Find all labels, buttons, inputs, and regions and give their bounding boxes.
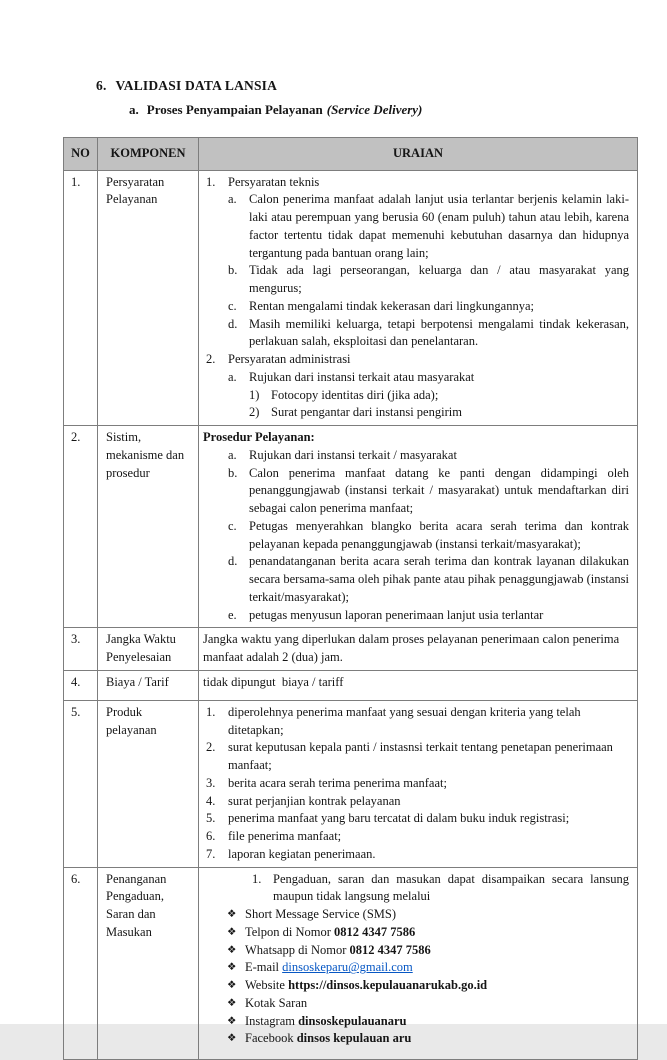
- list-marker: 5.: [206, 811, 216, 826]
- uraian-cell: [199, 867, 638, 1059]
- uraian-text: Jangka waktu yang diperlukan dalam proses pelayanan penerimaan calon penerima manfaat adalah 2 (dua) jam.: [203, 632, 620, 665]
- list-item: [203, 871, 629, 907]
- list-marker: d.: [228, 554, 238, 569]
- col-header-komponen: KOMPONEN: [98, 137, 199, 170]
- list-marker: 6.: [206, 829, 216, 844]
- uraian-cell: [199, 628, 638, 671]
- list-item-text: surat perjanjian kontrak pelayanan: [228, 793, 401, 808]
- list-item-text: Fotocopy identitas diri (jika ada);: [271, 387, 439, 402]
- list-item: [203, 828, 629, 846]
- facebook-handle: dinsos kepulauan aru: [296, 1031, 412, 1046]
- list-item: [203, 995, 629, 1013]
- section-number: 6.: [96, 78, 107, 93]
- list-item: [203, 465, 629, 518]
- list-item: [203, 298, 629, 316]
- list-item: [203, 447, 629, 465]
- list-marker: 1.: [252, 871, 262, 886]
- list-item-text: Surat pengantar dari instansi pengirim: [271, 405, 462, 420]
- list-item: [203, 704, 629, 740]
- list-item-text: Petugas menyerahkan blangko berita acara serah terima dan kontrak pelayanan kepada penanggungjawab (instansi terkait/masyarakat);: [249, 518, 629, 551]
- uraian-heading: Prosedur Pelayanan:: [203, 430, 315, 445]
- list-marker: 7.: [206, 846, 216, 861]
- list-item-text: diperolehnya penerima manfaat yang sesuai dengan kriteria yang telah ditetapkan;: [228, 704, 581, 737]
- list-item-text: Calon penerima manfaat datang ke panti dengan didampingi oleh penanggungjawab (instansi terkait / masyarakat) untuk mendaftarkan diri sebagai calon penerima manfaat;: [249, 465, 629, 516]
- diamond-bullet-icon: ❖: [227, 908, 237, 921]
- row-number: 2.: [64, 426, 98, 628]
- row-number: 4.: [64, 670, 98, 700]
- list-item: [203, 351, 629, 369]
- list-marker: a.: [228, 192, 237, 207]
- list-item-text: Rentan mengalami tindak kekerasan dari lingkungannya;: [249, 298, 534, 313]
- list-item: [203, 262, 629, 298]
- list-item-text: penandatanganan berita acara serah terima dan kontrak layanan dilakukan secara bersama-sama oleh pihak pante atau pihak penaggungjawab (instansi terkait/masyarakat);: [249, 554, 629, 604]
- diamond-bullet-icon: ❖: [227, 943, 237, 956]
- row-number: 5.: [64, 700, 98, 867]
- diamond-bullet-icon: ❖: [227, 1032, 237, 1045]
- list-marker: a.: [228, 447, 237, 462]
- list-marker: b.: [228, 465, 238, 480]
- diamond-bullet-icon: ❖: [227, 961, 237, 974]
- komponen-cell: Produk pelayanan: [98, 700, 199, 867]
- list-item-text: Rujukan dari instansi terkait atau masyarakat: [249, 369, 475, 384]
- table-row: [64, 700, 638, 867]
- list-item-text: petugas menyusun laporan penerimaan lanjut usia terlantar: [249, 607, 544, 622]
- list-item-text: Persyaratan administrasi: [228, 352, 351, 367]
- list-item: [203, 404, 629, 422]
- list-marker: e.: [228, 607, 237, 622]
- list-item-text: laporan kegiatan penerimaan.: [228, 846, 376, 861]
- email-link[interactable]: dinsoskeparu@gmail.com: [282, 960, 413, 975]
- komponen-cell: Penanganan Pengaduan, Saran dan Masukan: [98, 867, 199, 1059]
- list-item: [203, 739, 629, 775]
- list-item: [203, 1013, 629, 1031]
- list-item-text: Calon penerima manfaat adalah lanjut usia terlantar berjenis kelamin laki-laki atau perempuan yang berusia 60 (enam puluh) tahun atau lebih, karena factor tertentu tidak dapat memenuhi kebutuhan dasarnya dan hidupnya tergantung pada bantuan orang lain;: [249, 192, 629, 260]
- table-header-row: [64, 137, 638, 170]
- list-item-text: Pengaduan, saran dan masukan dapat disampaikan secara lansung maupun tidak langsung melalui: [273, 871, 629, 904]
- list-item: [203, 810, 629, 828]
- uraian-cell: [199, 170, 638, 426]
- subsection-heading: [129, 101, 667, 119]
- row-number: 1.: [64, 170, 98, 426]
- service-standard-table: [63, 137, 638, 1060]
- contact-channel-suggestion-box: Kotak Saran: [245, 995, 308, 1010]
- list-marker: c.: [228, 518, 237, 533]
- contact-channel-phone-label: Telpon di Nomor: [245, 924, 335, 939]
- list-item-text: berita acara serah terima penerima manfaat;: [228, 775, 447, 790]
- table-row: [64, 670, 638, 700]
- diamond-bullet-icon: ❖: [227, 925, 237, 938]
- table-row: [64, 867, 638, 1059]
- contact-channel-facebook-label: Facebook: [245, 1031, 297, 1046]
- list-item-text: Masih memiliki keluarga, tetapi berpotensi mengalami tindak kekerasan, perlakuan salah, eksploitasi dan penelantaran.: [249, 316, 629, 349]
- list-marker: 1): [249, 387, 260, 402]
- instagram-handle: dinsoskepulauanaru: [298, 1013, 407, 1028]
- subsection-title-italic: (Service Delivery): [326, 102, 423, 118]
- list-item: [203, 518, 629, 554]
- list-item: [203, 316, 629, 352]
- row-number: 3.: [64, 628, 98, 671]
- list-item-text: file penerima manfaat;: [228, 829, 342, 844]
- komponen-cell: Biaya / Tarif: [98, 670, 199, 700]
- list-marker: 2.: [206, 352, 216, 367]
- list-item-text: surat keputusan kepala panti / instasnsi terkait tentang penetapan penerimaan manfaat;: [228, 740, 613, 773]
- phone-number: 0812 4347 7586: [334, 924, 416, 939]
- section-title: VALIDASI DATA LANSIA: [115, 78, 278, 93]
- list-item: [203, 924, 629, 942]
- uraian-cell: [199, 670, 638, 700]
- list-item: [203, 369, 629, 387]
- list-marker: 2.: [206, 740, 216, 755]
- list-item: [203, 1030, 629, 1048]
- list-marker: 4.: [206, 793, 216, 808]
- contact-channel-sms: Short Message Service (SMS): [245, 907, 397, 922]
- subsection-letter: a.: [129, 102, 139, 118]
- col-header-uraian: URAIAN: [199, 137, 638, 170]
- list-item-text: penerima manfaat yang baru tercatat di dalam buku induk registrasi;: [228, 811, 570, 826]
- list-item: [203, 959, 629, 977]
- whatsapp-number: 0812 4347 7586: [349, 942, 431, 957]
- diamond-bullet-icon: ❖: [227, 996, 237, 1009]
- table-row: [64, 426, 638, 628]
- list-item-text: Rujukan dari instansi terkait / masyarakat: [249, 447, 457, 462]
- komponen-cell: Persyaratan Pelayanan: [98, 170, 199, 426]
- list-item: [203, 846, 629, 864]
- uraian-cell: [199, 426, 638, 628]
- list-item: [203, 942, 629, 960]
- list-marker: 1.: [206, 704, 216, 719]
- contact-channel-whatsapp-label: Whatsapp di Nomor: [245, 942, 350, 957]
- table-row: [64, 628, 638, 671]
- diamond-bullet-icon: ❖: [227, 1014, 237, 1027]
- section-heading: [96, 76, 667, 95]
- list-item: [203, 174, 629, 192]
- contact-channel-instagram-label: Instagram: [245, 1013, 299, 1028]
- row-number: 6.: [64, 867, 98, 1059]
- list-marker: 3.: [206, 775, 216, 790]
- website-url: https://dinsos.kepulauanarukab.go.id: [288, 978, 488, 993]
- list-item: [203, 553, 629, 606]
- list-item: [203, 906, 629, 924]
- list-item: [203, 191, 629, 262]
- komponen-cell: Jangka Waktu Penyelesaian: [98, 628, 199, 671]
- komponen-cell: Sistim, mekanisme dan prosedur: [98, 426, 199, 628]
- list-marker: b.: [228, 263, 238, 278]
- list-item: [203, 793, 629, 811]
- list-marker: 1.: [206, 174, 216, 189]
- table-row: [64, 170, 638, 426]
- subsection-title: Proses Penyampaian Pelayanan: [146, 102, 323, 118]
- contact-channel-email-label: E-mail: [245, 960, 283, 975]
- contact-channel-website-label: Website: [245, 978, 289, 993]
- col-header-no: NO: [64, 137, 98, 170]
- list-item: [203, 387, 629, 405]
- list-marker: d.: [228, 316, 238, 331]
- list-marker: 2): [249, 405, 260, 420]
- uraian-cell: [199, 700, 638, 867]
- list-marker: c.: [228, 298, 237, 313]
- list-marker: a.: [228, 369, 237, 384]
- list-item: [203, 977, 629, 995]
- list-item: [203, 607, 629, 625]
- diamond-bullet-icon: ❖: [227, 979, 237, 992]
- list-item-text: Tidak ada lagi perseorangan, keluarga dan / atau masyarakat yang mengurus;: [249, 263, 629, 296]
- list-item: [203, 775, 629, 793]
- uraian-text: tidak dipungut biaya / tariff: [203, 674, 344, 689]
- list-item-text: Persyaratan teknis: [228, 174, 320, 189]
